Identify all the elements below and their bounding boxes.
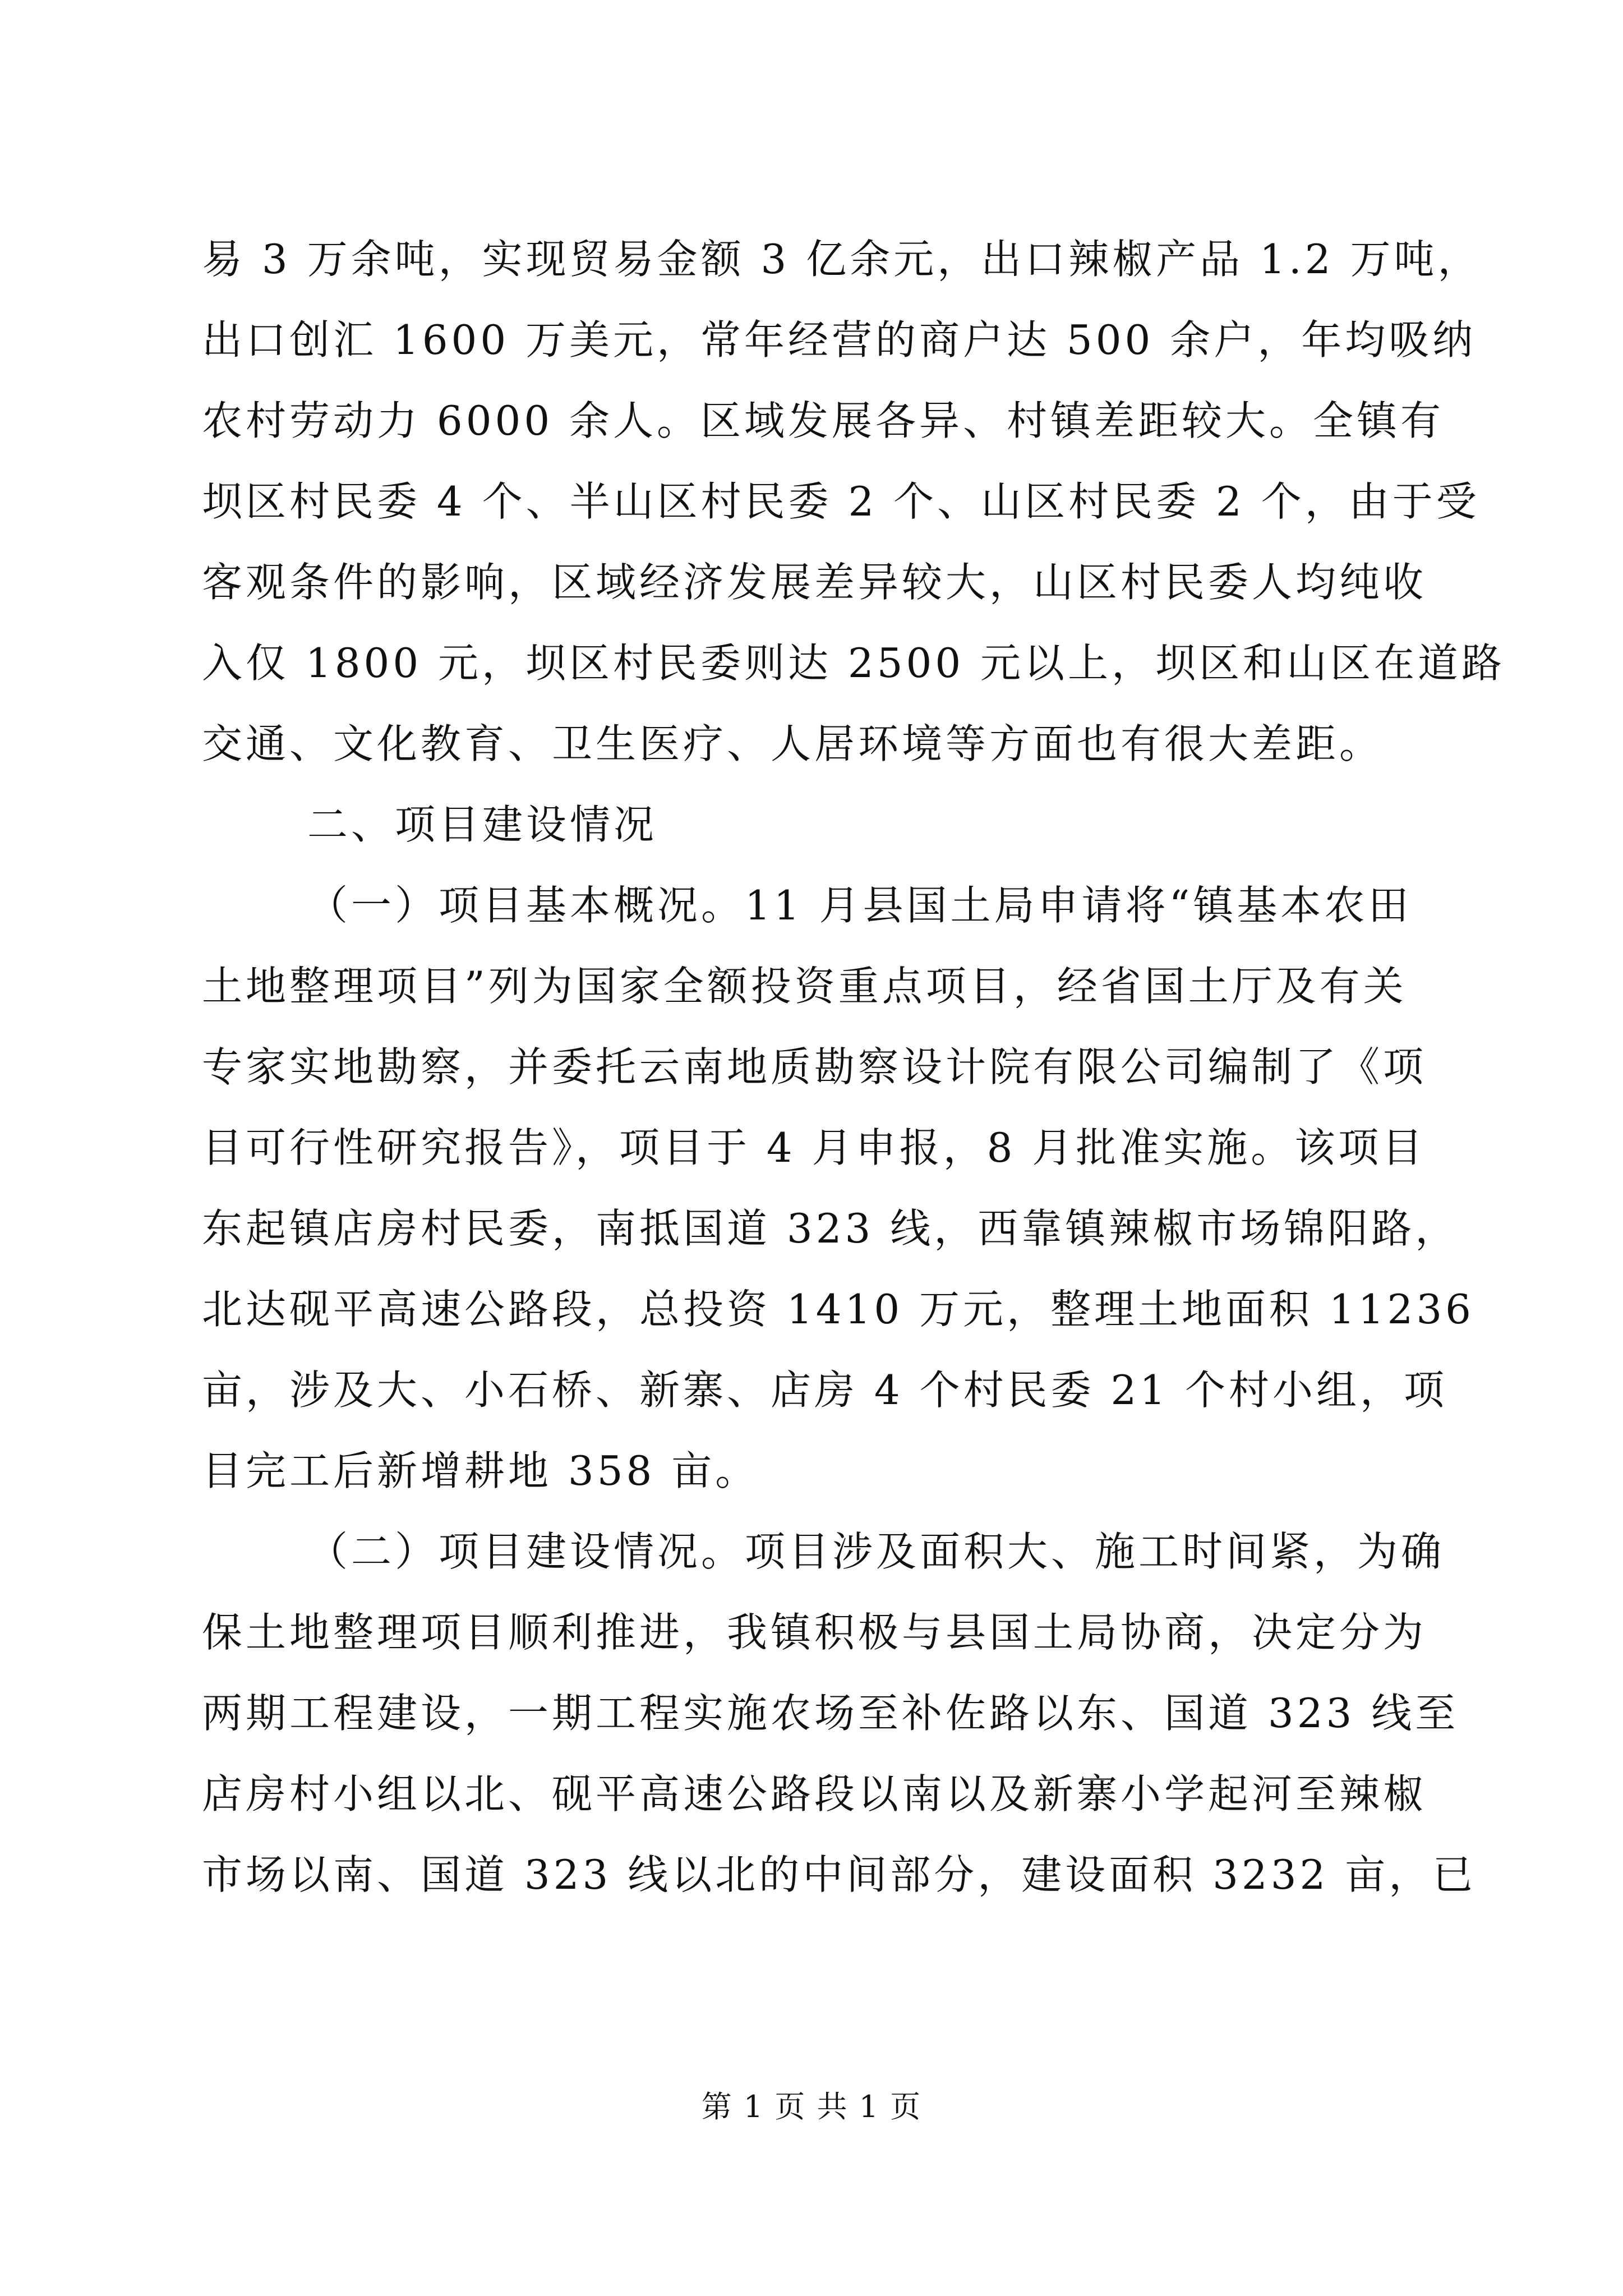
text-line: 易 3 万余吨，实现贸易金额 3 亿余元，出口辣椒产品 1.2 万吨，: [202, 236, 1482, 283]
text-line: 土地整理项目”列为国家全额投资重点项目，经省国土厅及有关: [202, 963, 1407, 1010]
text-line: 坝区村民委 4 个、半山区村民委 2 个、山区村民委 2 个，由于受: [202, 478, 1480, 525]
text-line: 目可行性研究报告》，项目于 4 月申报，8 月批准实施。该项目: [202, 1124, 1426, 1171]
text-line: 客观条件的影响，区域经济发展差异较大，山区村民委人均纯收: [202, 559, 1427, 606]
page-number: 第 1 页 共 1 页: [701, 2089, 922, 2124]
text-line: 入仅 1800 元，坝区村民委则达 2500 元以上，坝区和山区在道路: [202, 639, 1506, 687]
text-line: 东起镇店房村民委，南抵国道 323 线，西靠镇辣椒市场锦阳路，: [202, 1205, 1459, 1252]
section-heading: 二、项目建设情况: [307, 801, 658, 848]
text-line: 保土地整理项目顺利推进，我镇积极与县国土局协商，决定分为: [202, 1609, 1427, 1656]
text-line: 交通、文化教育、卫生医疗、人居环境等方面也有很大差距。: [202, 720, 1384, 767]
text-line: （二）项目建设情况。项目涉及面积大、施工时间紧，为确: [307, 1528, 1445, 1575]
text-line: 亩，涉及大、小石桥、新寨、店房 4 个村民委 21 个村小组，项: [202, 1366, 1447, 1414]
text-line: 出口创汇 1600 万美元，常年经营的商户达 500 余户，年均吸纳: [202, 316, 1477, 364]
text-line: 农村劳动力 6000 余人。区域发展各异、村镇差距较大。全镇有: [202, 397, 1445, 444]
text-line: 专家实地勘察，并委托云南地质勘察设计院有限公司编制了《项: [202, 1043, 1427, 1091]
text-line: （一）项目基本概况。11 月县国土局申请将“镇基本农田: [307, 882, 1412, 929]
page-footer: [0, 2085, 1623, 2129]
text-line: 北达砚平高速公路段，总投资 1410 万元，整理土地面积 11236: [202, 1286, 1474, 1333]
text-line: 市场以南、国道 323 线以北的中间部分，建设面积 3232 亩，已: [202, 1851, 1477, 1898]
text-line: 目完工后新增耕地 358 亩。: [202, 1447, 759, 1494]
text-line: 店房村小组以北、砚平高速公路段以南以及新寨小学起河至辣椒: [202, 1770, 1427, 1818]
document-body: [202, 219, 1506, 1915]
text-line: 两期工程建设，一期工程实施农场至补佐路以东、国道 323 线至: [202, 1690, 1459, 1737]
